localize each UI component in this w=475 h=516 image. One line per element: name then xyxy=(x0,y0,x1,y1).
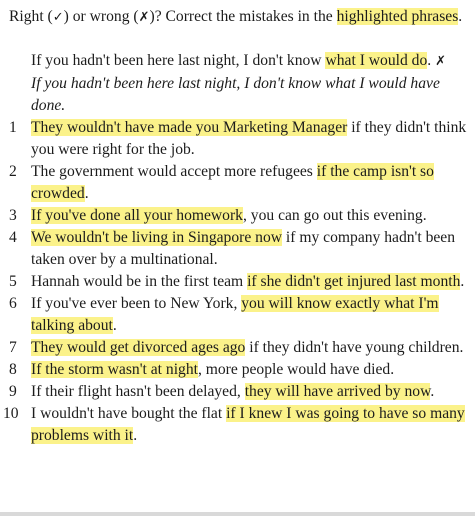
item-number: 5 xyxy=(9,273,17,290)
exercise-item xyxy=(9,227,469,271)
item-highlight: If you've done all your homework xyxy=(31,207,243,224)
cross-mark-icon: ✗ xyxy=(138,10,150,25)
exercise-item xyxy=(9,337,469,359)
item-number: 8 xyxy=(9,361,17,378)
item-text: . xyxy=(460,273,465,290)
example-sentence xyxy=(31,50,471,73)
item-text: . xyxy=(430,383,435,400)
item-highlight: We wouldn't be living in Singapore now xyxy=(31,229,283,246)
worked-example xyxy=(31,50,471,117)
example-answer: If you hadn't been here last night, I don't know what I would have done. xyxy=(31,75,440,114)
item-number: 3 xyxy=(9,207,17,224)
exercise-item xyxy=(3,403,469,447)
instruction-text: ) or wrong ( xyxy=(63,8,139,25)
item-highlight: you will know exactly what I'm talking about xyxy=(31,295,439,334)
exercise-instruction xyxy=(9,6,465,29)
item-number: 10 xyxy=(3,405,19,422)
item-text: . xyxy=(112,317,117,334)
item-highlight: if I knew I was going to have so many problems with it xyxy=(31,405,465,444)
example-highlight: what I would do xyxy=(325,52,428,69)
instruction-text: Right ( xyxy=(9,8,53,25)
exercise-items xyxy=(3,117,469,447)
item-number: 1 xyxy=(9,119,17,136)
item-highlight: If the storm wasn't at night xyxy=(31,361,198,378)
item-text: . xyxy=(84,185,89,202)
exercise-item xyxy=(9,205,469,227)
item-highlight: They wouldn't have made you Marketing Manager xyxy=(31,119,348,136)
item-text: , you can go out this evening. xyxy=(242,207,427,224)
item-text: If you've ever been to New York, xyxy=(31,295,242,312)
item-number: 7 xyxy=(9,339,17,356)
exercise-item xyxy=(9,271,469,293)
bottom-divider xyxy=(0,512,475,516)
item-text: if they didn't think you were right for the job. xyxy=(31,119,467,158)
item-text: if my company hadn't been taken over by a multinational. xyxy=(31,229,456,268)
item-text: If their flight hasn't been delayed, xyxy=(31,383,245,400)
item-number: 2 xyxy=(9,163,17,180)
item-text: if they didn't have young children. xyxy=(245,339,464,356)
item-text: . xyxy=(133,427,138,444)
item-text: I wouldn't have bought the flat xyxy=(31,405,227,422)
item-highlight: They would get divorced ages ago xyxy=(31,339,246,356)
item-highlight: if the camp isn't so crowded xyxy=(31,163,434,202)
item-text: , more people would have died. xyxy=(197,361,395,378)
exercise-item xyxy=(9,117,469,161)
item-text: Hannah would be in the first team xyxy=(31,273,248,290)
exercise-item xyxy=(9,293,469,337)
instruction-text: . xyxy=(458,8,463,25)
instruction-text: )? Correct the mistakes in the xyxy=(149,8,337,25)
item-number: 6 xyxy=(9,295,17,312)
example-text: . xyxy=(427,52,436,69)
item-number: 9 xyxy=(9,383,17,400)
exercise-item xyxy=(9,161,469,205)
cross-mark-icon: ✗ xyxy=(435,54,446,69)
item-text: The government would accept more refugees xyxy=(31,163,317,180)
item-number: 4 xyxy=(9,229,17,246)
exercise-item xyxy=(9,359,469,381)
exercise-item xyxy=(9,381,469,403)
tick-mark-icon: ✓ xyxy=(52,10,64,25)
item-highlight: they will have arrived by now xyxy=(244,383,431,400)
example-text: If you hadn't been here last night, I don't know xyxy=(31,52,326,69)
instruction-highlight: highlighted phrases xyxy=(336,8,459,25)
item-highlight: if she didn't get injured last month xyxy=(247,273,461,290)
